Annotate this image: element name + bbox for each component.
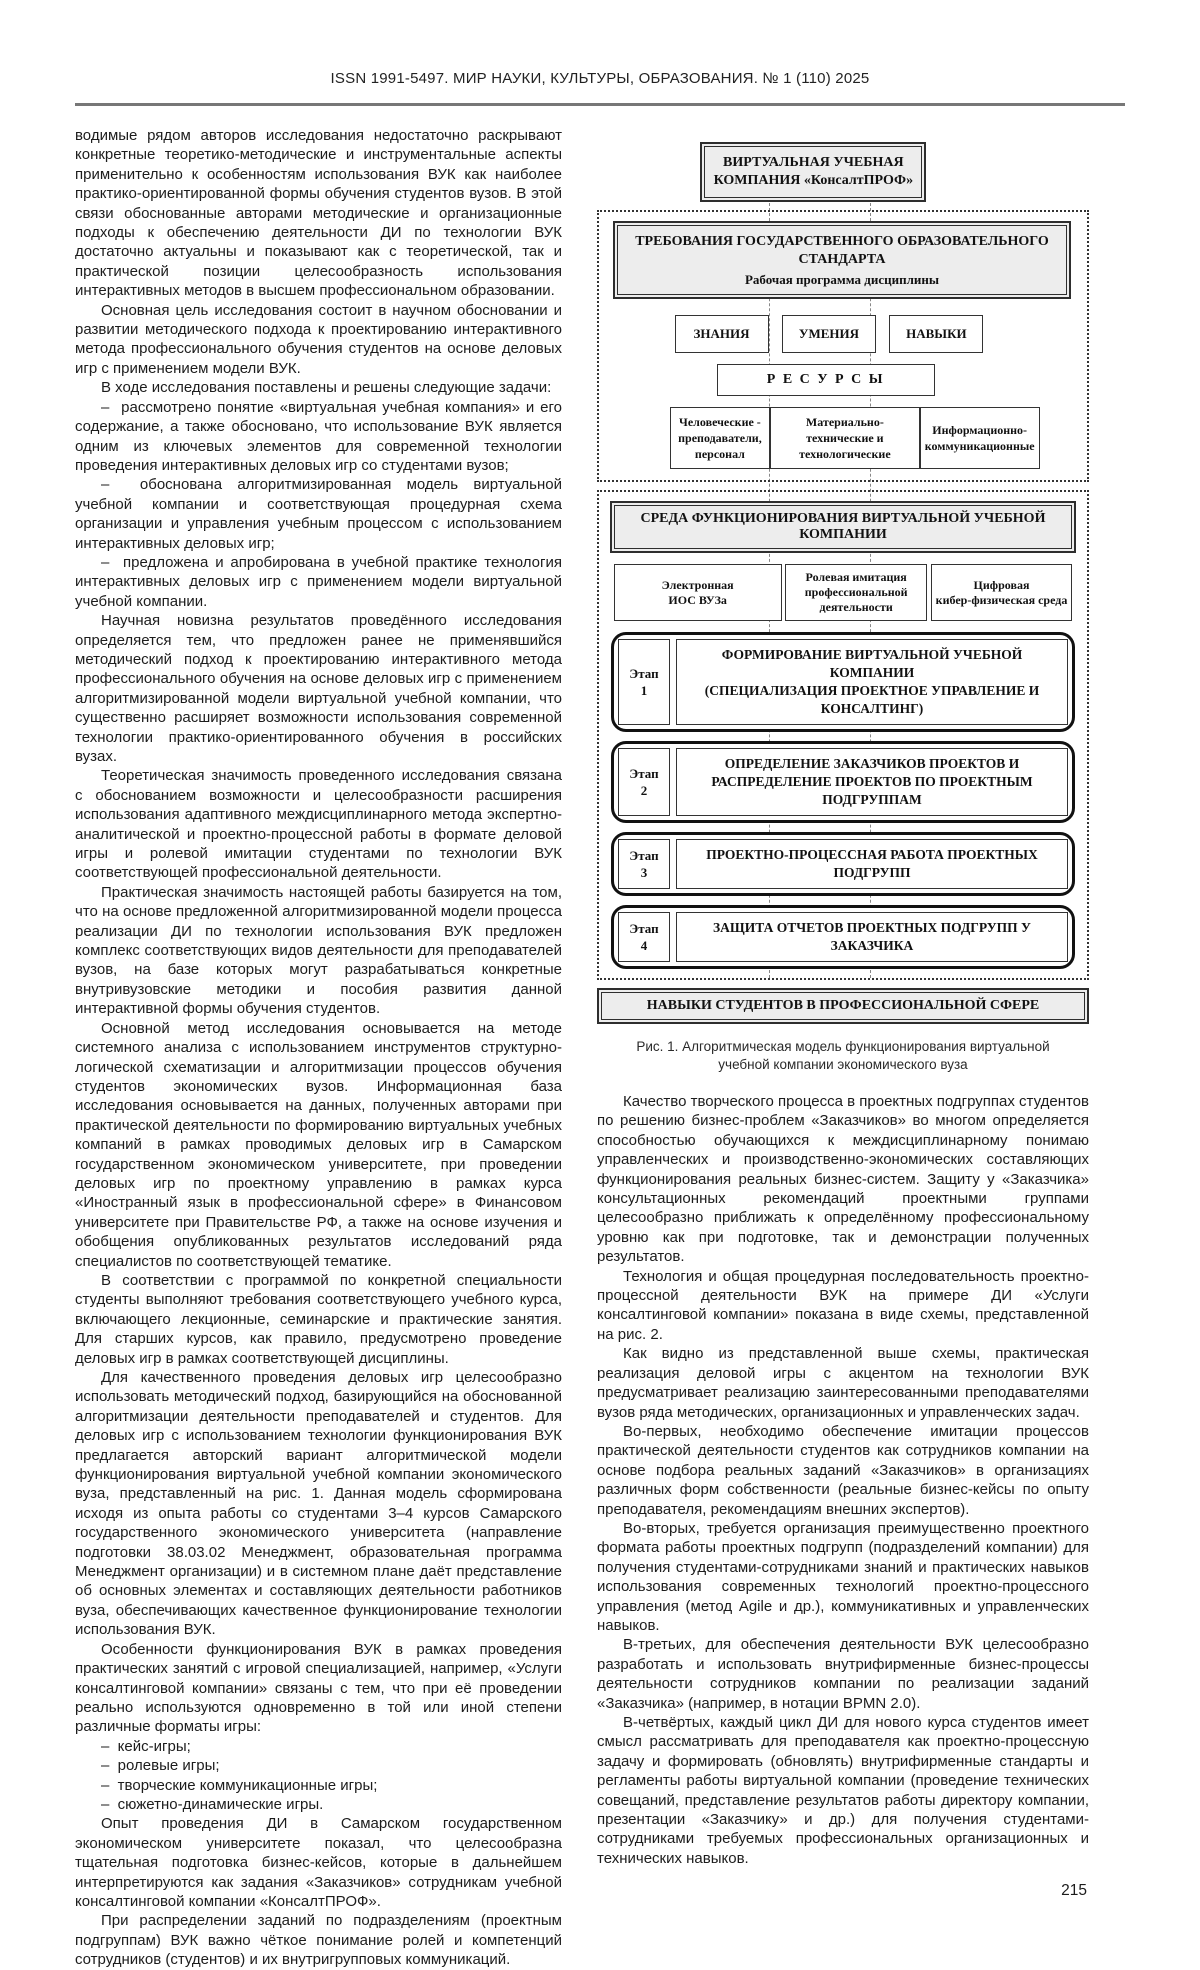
stage-number-box [618, 748, 670, 816]
paragraph: В-третьих, для обеспечения деятельности ВУК целесообразно разработать и использовать внутрифирменные бизнес-процессы деятельности сотрудников компании по реализации заданий «Заказчика» (например, в нотации BPMN 2.0). [597, 1636, 1089, 1712]
work-program-label: Рабочая программа дисциплины [744, 272, 939, 287]
stage-description: ПРОЕКТНО-ПРОЦЕССНАЯ РАБОТА ПРОЕКТНЫХ ПОДГРУПП [676, 839, 1068, 889]
stage-row [611, 741, 1075, 823]
paragraph: – кейс-игры; [101, 1737, 191, 1755]
stages-list [609, 632, 1077, 969]
header-divider [75, 103, 1125, 106]
standard-requirements-container [597, 210, 1089, 482]
stage-number-box [618, 639, 670, 725]
environment-row [609, 553, 1077, 621]
paragraph: Как видно из представленной выше схемы, практическая реализация деловой игры с акцентом на технологии ВУК предусматривает реализацию заинтересованными преподавателями вузов ряда методических, организационных и управленческих задач. [597, 1345, 1089, 1421]
resources-row [609, 396, 1077, 471]
skills-outcome-bar [597, 988, 1089, 1024]
right-column-text [597, 1092, 1089, 1868]
resource-box: Человеческие - преподаватели, персонал [670, 407, 770, 469]
figure-1-diagram [597, 142, 1089, 1024]
paragraph: – обоснована алгоритмизированная модель виртуальной учебной компании и соответствующая процедурная схема организации и управления учебным процессом с использованием интерактивных деловых игр; [75, 476, 562, 552]
stage-number-box [618, 912, 670, 962]
paragraph: Практическая значимость настоящей работы базируется на том, что на основе предложенной алгоритмизированной модели процесса реализации ДИ по технологии использования ВУК предложен комплекс соответствующих видов деятельности для преподавателей вузов, на базе которых могут разрабатываться конкретные внутривузовские методики и пособия развития данной интерактивной формы обучения студентов. [75, 883, 562, 1018]
environment-container [597, 490, 1089, 980]
paragraph: Теоретическая значимость проведенного исследования связана с обоснованием возможности и целесообразности расширения использования адаптивного междисциплинарного метода экспертно-аналитической и проектно-процессной работы в формате деловой игры и ролевой имитации студентами по технологии ВУК соответствующей профессиональной деятельности. [75, 767, 562, 882]
resource-box: Информационно- коммуникационные [920, 407, 1040, 469]
paragraph: Технология и общая процедурная последовательность проектно-процессной деятельности ВУК на примере ДИ «Услуги консалтинговой компании» показана в виде схемы, представленной на рис. 2. [597, 1267, 1089, 1343]
resources-box: Р Е С У Р С Ы [717, 364, 935, 396]
stage-description: ЗАЩИТА ОТЧЕТОВ ПРОЕКТНЫХ ПОДГРУПП У ЗАКАЗЧИКА [676, 912, 1068, 962]
paragraph: Качество творческого процесса в проектных подгруппах студентов по решению бизнес-проблем «Заказчиков» во многом определяется способностью обучающихся к междисциплинарному понимаю управленческих и производственно-экономических составляющих функционирования реальных бизнес-систем. Защиту у «Заказчика» консультационных рекомендаций проектными группами целесообразно приближать к определённому профессиональному уровню как при подготовке, так и демонстрации полученных результатов. [597, 1093, 1089, 1266]
stage-number-box [618, 839, 670, 889]
paragraph: – рассмотрено понятие «виртуальная учебная компания» и его содержание, а также обосновано, что использование ВУК является одним из ключевых элементов для современной технологии проведения интерактивных деловых игр со студентами вузов; [75, 398, 562, 474]
stage-row [611, 832, 1075, 896]
stage-word: Этап [629, 766, 659, 781]
paragraph: – сюжетно-динамические игры. [101, 1795, 324, 1813]
paragraph: При распределении заданий по подразделениям (проектным подгруппам) ВУК важно чёткое понимание ролей и компетенций сотрудников (студентов) и их внутригрупповых коммуникаций. [75, 1912, 562, 1969]
left-column [75, 126, 562, 1970]
competencies-row [609, 299, 1077, 353]
figure-caption: Рис. 1. Алгоритмическая модель функционирования виртуальной учебной компании экономического вуза [636, 1039, 1050, 1072]
competency-box: НАВЫКИ [889, 315, 983, 353]
journal-header: ISSN 1991-5497. МИР НАУКИ, КУЛЬТУРЫ, ОБРАЗОВАНИЯ. № 1 (110) 2025 [330, 70, 870, 87]
paragraph: В ходе исследования поставлены и решены следующие задачи: [101, 379, 552, 397]
stage-row [611, 905, 1075, 969]
paragraph: Для качественного проведения деловых игр целесообразно использовать методический подход, базирующийся на обоснованной алгоритмизации деятельности преподавателей и студентов. Для деловых игр с использованием технологии функционирования ВУК предлагается авторский вариант алгоритмической модели функционирования виртуальной учебной компании экономического вуза, представленный на рис. 1. Данная модель сформирована исходя из опыта работы со студентами 3–4 курсов Самарского государственного экономического университета (направление подготовки 38.03.02 Менеджмент, образовательная программа Менеджмент организации) и в системном плане даёт представление об основных элементах и составляющих деятельности работников вуза, обеспечивающих качественное функционирование технологии использования ВУК. [75, 1369, 562, 1639]
paragraph: водимые рядом авторов исследования недостаточно раскрывают конкретные теоретико-методические и инструментальные аспекты применительно к особенностям использования ВУК как наиболее практико-ориентированной формы обучения студентов вузов. В этой связи обоснованные авторами методические и организационные подходы к обеспечению деятельности ДИ по технологии ВУК достаточно актуальны и показывают как с теоретической, так и практической позиции целесообразность использования интерактивных методов в высшем профессиональном образовании. [75, 127, 562, 300]
state-standard-box [613, 221, 1071, 299]
page-number: 215 [1061, 1882, 1087, 1900]
paragraph: – творческие коммуникационные игры; [101, 1776, 378, 1794]
environment-bar-label: СРЕДА ФУНКЦИОНИРОВАНИЯ ВИРТУАЛЬНОЙ УЧЕБНОЙ КОМПАНИИ [614, 505, 1072, 549]
virtual-company-label: ВИРТУАЛЬНАЯ УЧЕБНАЯ КОМПАНИЯ «КонсалтПРОФ» [704, 146, 922, 198]
stage-row [611, 632, 1075, 732]
resource-box: Материально- технические и технологические [770, 407, 920, 469]
virtual-company-box [700, 142, 926, 202]
stage-description: ОПРЕДЕЛЕНИЕ ЗАКАЗЧИКОВ ПРОЕКТОВ И РАСПРЕДЕЛЕНИЕ ПРОЕКТОВ ПО ПРОЕКТНЫМ ПОДГРУППАМ [676, 748, 1068, 816]
paragraph: Опыт проведения ДИ в Самарском государственном экономическом университете показал, что целесообразна тщательная подготовка бизнес-кейсов, которые в дальнейшем интерпретируются как задания «Заказчиков» сотрудникам учебной консалтинговой компании «КонсалтПРОФ». [75, 1815, 562, 1910]
right-column [597, 126, 1089, 1900]
paragraph: В соответствии с программой по конкретной специальности студенты выполняют требования соответствующего учебного курса, включающего лекционные, семинарские и практические занятия. Для старших курсов, как правило, предусмотрено проведение деловых игр в рамках соответствующей дисциплины. [75, 1271, 562, 1367]
stage-number: 2 [640, 783, 648, 798]
paragraph: Особенности функционирования ВУК в рамках проведения практических занятий с игровой специализацией, например, «Услуги консалтинговой компании» связаны с тем, что при её проведении реально используются одновременно в той или иной степени различные форматы игры: [75, 1640, 562, 1736]
paragraph: – ролевые игры; [101, 1757, 220, 1775]
state-standard-title: ТРЕБОВАНИЯ ГОСУДАРСТВЕННОГО ОБРАЗОВАТЕЛЬНОГО СТАНДАРТА [635, 234, 1049, 267]
paragraph: Научная новизна результатов проведённого исследования определяется тем, что предложен ранее не применявшийся методический подход к проектированию интерактивного метода профессионального обучения на основе деловых игр с применением алгоритмизированной модели виртуальной учебной компании, что существенно расширяет возможности использования современной технологии практико-ориентированного обучения в российских вузах. [75, 612, 562, 765]
paragraph: Основной метод исследования основывается на методе системного анализа с использованием инструментов структурно-логической схематизации и алгоритмизации процессов обучения студентов экономических вузов. Информационная база исследования основывается на данных, полученных авторами при практической деятельности по формированию виртуальных учебных компаний в рамках проводимых деловых игр в Самарском государственном экономическом университете, при проведении деловых игр по проектному управлению в рамках курса «Иностранный язык в профессиональной сфере» в Финансовом университете при Правительстве РФ, а также на основе изучения и обобщения опубликованных результатов исследований ряда специалистов по соответствующей тематике. [75, 1019, 562, 1270]
environment-box: Электронная ИОС ВУЗа [614, 564, 782, 621]
stage-description: ФОРМИРОВАНИЕ ВИРТУАЛЬНОЙ УЧЕБНОЙ КОМПАНИИ (СПЕЦИАЛИЗАЦИЯ ПРОЕКТНОЕ УПРАВЛЕНИЕ И КОНСАЛТИНГ) [676, 639, 1068, 725]
stage-number: 4 [640, 938, 648, 953]
stage-word: Этап [629, 921, 659, 936]
skills-outcome-label: НАВЫКИ СТУДЕНТОВ В ПРОФЕССИОНАЛЬНОЙ СФЕРЕ [601, 992, 1085, 1020]
paragraph: Во-вторых, требуется организация преимущественно проектного формата работы проектных подгрупп (подразделений компании) для получения студентами-сотрудниками знаний и практических навыков использования современных технологий проектно-процессного управления (метод Agile и др.), коммуникативных и управленческих навыков. [597, 1519, 1089, 1634]
environment-box: Цифровая кибер-физическая среда [931, 564, 1073, 621]
paragraph: Основная цель исследования состоит в научном обосновании и развитии методического подхода к проектированию интерактивного метода профессионального обучения студентов на основе деловых игр с применением модели ВУК. [75, 301, 562, 377]
paragraph: В-четвёртых, каждый цикл ДИ для нового курса студентов имеет смысл рассматривать для преподавателя как проектно-процессную задачу и формировать (обновлять) внутрифирменные стандарты и регламенты работы виртуальной компании (проведение технических совещаний, представление результатов работы директору компании, презентации «Заказчику» и др.) для получения студентами-сотрудниками требуемых профессиональных организационных и технических навыков. [597, 1714, 1089, 1867]
environment-box: Ролевая имитация профессиональной деятельности [785, 564, 927, 621]
stage-number: 3 [640, 865, 648, 880]
stage-word: Этап [629, 666, 659, 681]
stage-number: 1 [640, 683, 648, 698]
environment-bar [610, 501, 1076, 553]
stage-word: Этап [629, 848, 659, 863]
competency-box: ЗНАНИЯ [675, 315, 769, 353]
paragraph: Во-первых, необходимо обеспечение имитации процессов практической деятельности студентов как сотрудников компании на основе подбора реальных заданий «Заказчиков» в организациях различных форм собственности (реальные бизнес-кейсы по опыту преподавателя, рекомендациям внешних экспертов). [597, 1422, 1089, 1518]
competency-box: УМЕНИЯ [782, 315, 876, 353]
paragraph: – предложена и апробирована в учебной практике технология интерактивных деловых игр с применением модели виртуальной учебной компании. [75, 553, 562, 610]
